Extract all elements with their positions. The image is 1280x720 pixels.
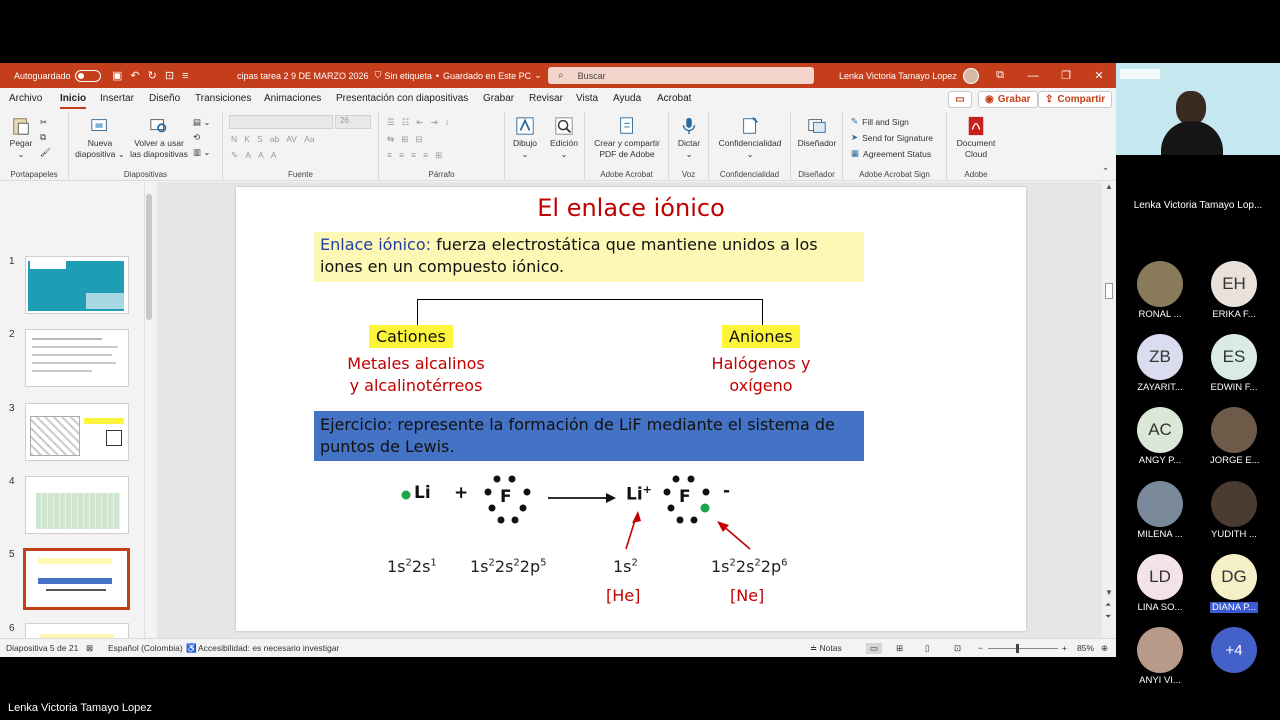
participant-avatar <box>1137 261 1183 307</box>
thumb-number-5: 5 <box>9 549 15 560</box>
document-title: cipas tarea 2 9 DE MARZO 2026 <box>237 70 369 81</box>
participant-name: ZAYARIT... <box>1137 382 1183 393</box>
scroll-up-icon[interactable]: ▲ <box>1105 182 1113 191</box>
shield-icon: ⛉ <box>374 70 382 80</box>
font-size-select[interactable]: 26 <box>335 115 371 129</box>
participant-tile[interactable] <box>1136 334 1184 393</box>
definition-text: fuerza electrostática que mantiene unidos a los iones en un compuesto iónico. <box>320 235 818 276</box>
draw-icon <box>514 116 536 136</box>
close-icon[interactable]: ✕ <box>1094 70 1104 82</box>
save-icon[interactable]: ▣ <box>112 70 123 82</box>
font-format-row[interactable]: N K S ab AV Aa <box>231 134 315 144</box>
group-clipboard <box>0 112 69 181</box>
group-font <box>223 112 379 181</box>
menu-vista[interactable]: Vista <box>576 93 599 104</box>
align-icons[interactable]: ≡ ≡ ≡ ≡ ⊞ <box>387 150 443 160</box>
dictate-button[interactable]: Dictar ⌄ <box>671 116 707 160</box>
slide-scrollbar[interactable] <box>1102 182 1116 638</box>
menu-grabar[interactable]: Grabar <box>483 93 515 104</box>
presenter-head <box>1176 91 1206 125</box>
participant-name: DIANA P... <box>1212 602 1257 613</box>
slide-thumbnail-4[interactable] <box>25 476 129 534</box>
copy-icon[interactable]: ⧉ <box>40 132 47 142</box>
thumb-number-4: 4 <box>9 476 15 487</box>
new-slide-button[interactable]: Nueva diapositiva ⌄ <box>75 116 125 160</box>
slide-thumbnail-3[interactable] <box>25 403 129 461</box>
li-electron <box>402 491 411 500</box>
thumb-number-6: 6 <box>9 623 15 634</box>
participant-name: ANYI VI... <box>1139 675 1181 686</box>
presenter-body <box>1161 121 1223 155</box>
normal-view-icon[interactable]: ▭ <box>866 643 882 654</box>
participant-tile[interactable] <box>1210 334 1258 393</box>
participant-avatar <box>1137 627 1183 673</box>
reuse-slides-icon <box>148 116 170 136</box>
zoom-out-icon[interactable]: − <box>978 643 983 653</box>
thumb-number-2: 2 <box>9 329 15 340</box>
section-icon[interactable]: ▥ ⌄ <box>193 147 211 157</box>
lewis-plus: + <box>454 483 469 503</box>
group-label-paragraph: Párrafo <box>428 170 455 179</box>
group-label-voice: Voz <box>681 170 696 179</box>
lewis-f-charge: - <box>723 481 731 501</box>
layout-icon[interactable]: ▤ ⌄ <box>193 117 211 127</box>
group-adobe <box>947 112 1005 181</box>
participant-avatar <box>1211 407 1257 453</box>
reaction-arrowhead <box>606 493 616 503</box>
sensitivity-label[interactable]: Sin etiqueta <box>384 70 432 81</box>
participant-avatar: DG <box>1211 554 1257 600</box>
participant-tile[interactable] <box>1210 554 1258 613</box>
zoom-slider-thumb[interactable] <box>1016 644 1019 653</box>
draw-button[interactable]: Dibujo ⌄ <box>509 116 541 160</box>
participant-tile[interactable] <box>1210 627 1258 675</box>
logo-banner <box>1120 69 1160 79</box>
menu-archivo[interactable]: Archivo <box>9 93 43 104</box>
participant-tile[interactable] <box>1136 627 1184 686</box>
prev-slide-icon[interactable]: ⏶ <box>1105 600 1112 609</box>
participant-name: RONAL ... <box>1138 309 1182 320</box>
cut-icon[interactable]: ✂ <box>40 117 48 127</box>
slide-thumbnails-pane <box>0 182 157 638</box>
zoom-in-icon[interactable]: + <box>1062 643 1067 653</box>
language[interactable]: Español (Colombia) <box>108 643 183 653</box>
chevron-down-icon[interactable]: ⌄ <box>534 70 542 80</box>
sorter-view-icon[interactable]: ⊞ <box>896 643 904 653</box>
thumb-number-1: 1 <box>9 256 15 267</box>
menu-insertar[interactable]: Insertar <box>100 93 134 104</box>
group-designer <box>791 112 843 181</box>
list-icons[interactable]: ☰ ☷ ⇤ ⇥ ↕ <box>387 117 450 127</box>
reset-icon[interactable]: ⟲ <box>193 132 201 142</box>
format-painter-icon[interactable]: 🖌 <box>40 147 51 157</box>
document-cloud-button[interactable]: Document Cloud <box>951 116 1001 160</box>
present-icon[interactable]: ⊡ <box>164 70 175 82</box>
group-label-confidentiality: Confidencialidad <box>719 170 780 179</box>
participant-tile[interactable] <box>1136 407 1184 466</box>
share-button[interactable] <box>1038 91 1112 108</box>
next-slide-icon[interactable]: ⏷ <box>1105 612 1112 621</box>
confidentiality-icon <box>739 116 761 136</box>
redo-icon[interactable]: ↻ <box>147 70 157 82</box>
comment-icon: ▭ <box>955 94 965 105</box>
confidentiality-button[interactable]: Confidencialidad ⌄ <box>713 116 787 160</box>
share-label: Compartir <box>1057 94 1106 105</box>
participant-name: ERIKA F... <box>1212 309 1256 320</box>
participant-tile[interactable] <box>1136 554 1184 613</box>
presenter-video[interactable] <box>1116 63 1280 155</box>
microphone-icon <box>678 116 700 136</box>
group-adobe-acrobat <box>585 112 669 181</box>
participant-avatar: EH <box>1211 261 1257 307</box>
menu-presentacion[interactable]: Presentación con diapositivas <box>336 93 469 104</box>
record-icon: ◉ <box>985 94 994 105</box>
fit-slide-icon[interactable]: ⊕ <box>1101 643 1109 653</box>
participant-name: LINA SO... <box>1137 602 1183 613</box>
slide-canvas[interactable] <box>236 187 1026 631</box>
create-pdf-button[interactable]: Crear y compartir PDF de Adobe <box>589 116 665 160</box>
participant-name: EDWIN F... <box>1210 382 1258 393</box>
font-name-select[interactable] <box>229 115 333 129</box>
spelling-icon[interactable]: ⊠ <box>86 643 94 653</box>
record-button[interactable] <box>978 91 1038 108</box>
menu-revisar[interactable]: Revisar <box>529 93 563 104</box>
zoom-slider[interactable] <box>988 648 1058 649</box>
send-icon: ➤ <box>851 132 859 142</box>
screen-share-owner: Lenka Victoria Tamayo Lopez <box>8 702 152 714</box>
participant-tile[interactable] <box>1210 407 1258 466</box>
participant-avatar: AC <box>1137 407 1183 453</box>
participant-avatar <box>1211 481 1257 527</box>
menu-inicio[interactable]: Inicio <box>60 93 86 109</box>
direction-icons[interactable]: ⇆ ⊞ ⊟ <box>387 134 423 144</box>
lewis-li-ion: Li+ <box>626 483 652 505</box>
search-icon: ⌕ <box>558 70 564 81</box>
pdf-share-icon <box>616 116 638 136</box>
scroll-thumb[interactable] <box>1105 283 1113 299</box>
title-bar: Autoguardado ▣ ↶ ↻ ⊡ ≡ cipas tarea 2 9 DE MARZO 2026 ⛉ Sin etiqueta • Guardado en Este PC ⌄ ⌕ Buscar Lenka Victoria Tamayo Lopez ⧉ — ❐ ✕ <box>0 63 1116 88</box>
share-icon: ⇪ <box>1045 94 1054 105</box>
designer-button[interactable]: Diseñador <box>793 116 841 149</box>
arrow-f-ion <box>722 525 750 549</box>
cations-label[interactable]: Cationes <box>369 325 453 348</box>
menu-bar <box>0 88 1116 112</box>
group-voice <box>669 112 709 181</box>
group-label-clipboard: Portapapeles <box>10 170 58 179</box>
config-f[interactable]: $1s^22s^22p^5$ <box>470 557 547 576</box>
lewis-f: F <box>500 487 512 507</box>
search-input[interactable]: Buscar <box>577 70 606 81</box>
menu-diseno[interactable]: Diseño <box>149 93 181 104</box>
accessibility-icon[interactable]: ♿ <box>186 643 197 653</box>
config-f-ion[interactable]: $1s^22s^22p^6$ <box>711 557 788 576</box>
group-label-adobe: Adobe <box>964 170 988 179</box>
exercise-box[interactable]: Ejercicio: represente la formación de LiF mediante el sistema de puntos de Lewis. <box>314 411 864 461</box>
group-adobe-sign <box>843 112 947 181</box>
autosave-label: Autoguardado <box>14 70 71 81</box>
anions-label[interactable]: Aniones <box>722 325 800 348</box>
paste-button[interactable]: Pegar ⌄ <box>6 116 36 160</box>
autosave <box>14 63 101 88</box>
group-slides <box>69 112 223 181</box>
cations-description[interactable]: Metales alcalinos y alcalinotérreos <box>347 354 485 395</box>
config-li[interactable]: $1s^22s^1$ <box>387 557 437 576</box>
presenter-name: Lenka Victoria Tamayo Lop... <box>1133 200 1263 211</box>
status-bar <box>0 638 1116 657</box>
customize-qat-icon[interactable]: ≡ <box>182 69 189 82</box>
restore-icon[interactable]: ❐ <box>1061 70 1071 82</box>
noble-he[interactable]: [He] <box>606 586 641 605</box>
powerpoint-window <box>0 63 1116 657</box>
participant-name: MILENA ... <box>1137 529 1183 540</box>
notes-button[interactable]: ≐ Notas <box>810 643 842 653</box>
config-li-ion[interactable]: $1s^2$ <box>613 557 638 576</box>
font-color-row[interactable]: ✎ A A A <box>231 150 277 160</box>
thumbnail-scrollbar[interactable] <box>144 182 153 638</box>
group-confidentiality <box>709 112 791 181</box>
slide-title[interactable]: El enlace iónico <box>537 194 725 222</box>
reading-view-icon[interactable]: ▯ <box>925 643 930 653</box>
comments-button[interactable] <box>948 91 972 108</box>
participant-tile[interactable] <box>1210 261 1258 320</box>
slide-editor <box>157 182 1102 638</box>
group-paragraph <box>379 112 505 181</box>
designer-icon <box>806 116 828 136</box>
slide-count: Diapositiva 5 de 21 <box>6 643 79 653</box>
participant-tile[interactable] <box>1136 261 1184 320</box>
group-label-slides: Diapositivas <box>123 170 168 179</box>
participant-tile[interactable] <box>1210 481 1258 540</box>
participant-avatar: ZB <box>1137 334 1183 380</box>
menu-transiciones[interactable]: Transiciones <box>195 93 252 104</box>
participant-name: JORGE E... <box>1210 455 1260 466</box>
notes-icon: ≐ <box>810 643 818 653</box>
transferred-electron <box>701 504 710 513</box>
participant-tile[interactable] <box>1136 481 1184 540</box>
agreement-status-button[interactable]: ▦ Agreement Status <box>851 148 932 159</box>
edit-button[interactable]: Edición ⌄ <box>547 116 581 160</box>
participant-name: YUDITH ... <box>1211 529 1257 540</box>
accessibility-status[interactable]: Accesibilidad: es necesario investigar <box>198 643 340 653</box>
zoom-level[interactable]: 85% <box>1077 643 1095 653</box>
participant-avatar: +4 <box>1211 627 1257 673</box>
new-slide-icon <box>89 116 111 136</box>
scroll-down-icon[interactable]: ▼ <box>1105 588 1113 597</box>
user-avatar[interactable] <box>963 68 979 84</box>
collapse-ribbon-icon[interactable]: ⌃ <box>1102 166 1110 176</box>
noble-ne[interactable]: [Ne] <box>730 586 765 605</box>
paste-label: Pegar <box>9 138 33 148</box>
undo-icon[interactable]: ↶ <box>130 70 140 82</box>
thumb-number-3: 3 <box>9 403 15 414</box>
user-name[interactable]: Lenka Victoria Tamayo Lopez <box>839 70 957 81</box>
participant-avatar: LD <box>1137 554 1183 600</box>
menu-acrobat[interactable]: Acrobat <box>657 93 692 104</box>
slide-thumbnail-5[interactable] <box>23 548 130 610</box>
group-draw-edit <box>505 112 585 181</box>
ribbon <box>0 112 1116 181</box>
video-call-panel <box>1116 63 1280 720</box>
participant-name: ANGY P... <box>1138 455 1182 466</box>
slideshow-view-icon[interactable]: ⊡ <box>954 643 962 653</box>
definition-term: Enlace iónico: <box>320 235 432 254</box>
group-label-adobe-sign: Adobe Acrobat Sign <box>859 170 930 179</box>
participant-avatar <box>1137 481 1183 527</box>
arrowhead-li-ion <box>632 511 641 523</box>
group-label-font: Fuente <box>288 170 313 179</box>
lewis-li: Li <box>414 483 431 503</box>
lewis-f-ion: F <box>679 487 691 507</box>
participant-avatar: ES <box>1211 334 1257 380</box>
menu-animaciones[interactable]: Animaciones <box>264 93 322 104</box>
pen-icon: ✎ <box>851 116 859 126</box>
ribbon-display-icon[interactable]: ⧉ <box>996 69 1004 81</box>
menu-ayuda[interactable]: Ayuda <box>613 93 642 104</box>
group-label-designer: Diseñador <box>798 170 835 179</box>
search-box[interactable] <box>548 67 814 84</box>
status-icon: ▦ <box>851 148 860 158</box>
slide-thumbnail-1[interactable] <box>25 256 129 314</box>
paste-icon <box>10 116 32 136</box>
group-label-adobe-acrobat: Adobe Acrobat <box>600 170 653 179</box>
send-signature-button[interactable]: ➤ Send for Signature <box>851 132 934 143</box>
fill-sign-button[interactable]: ✎ Fill and Sign <box>851 116 909 127</box>
minimize-icon[interactable]: — <box>1027 69 1039 82</box>
record-label: Grabar <box>997 94 1031 105</box>
slide-thumbnail-2[interactable] <box>25 329 129 387</box>
adobe-pdf-icon <box>965 116 987 136</box>
edit-search-icon <box>553 116 575 136</box>
save-state[interactable]: Guardado en Este PC <box>443 70 532 81</box>
reuse-slides-button[interactable]: Volver a usar las diapositivas <box>127 116 191 160</box>
autosave-toggle[interactable] <box>75 70 101 82</box>
anions-description[interactable]: Halógenos y oxígeno <box>711 354 811 395</box>
